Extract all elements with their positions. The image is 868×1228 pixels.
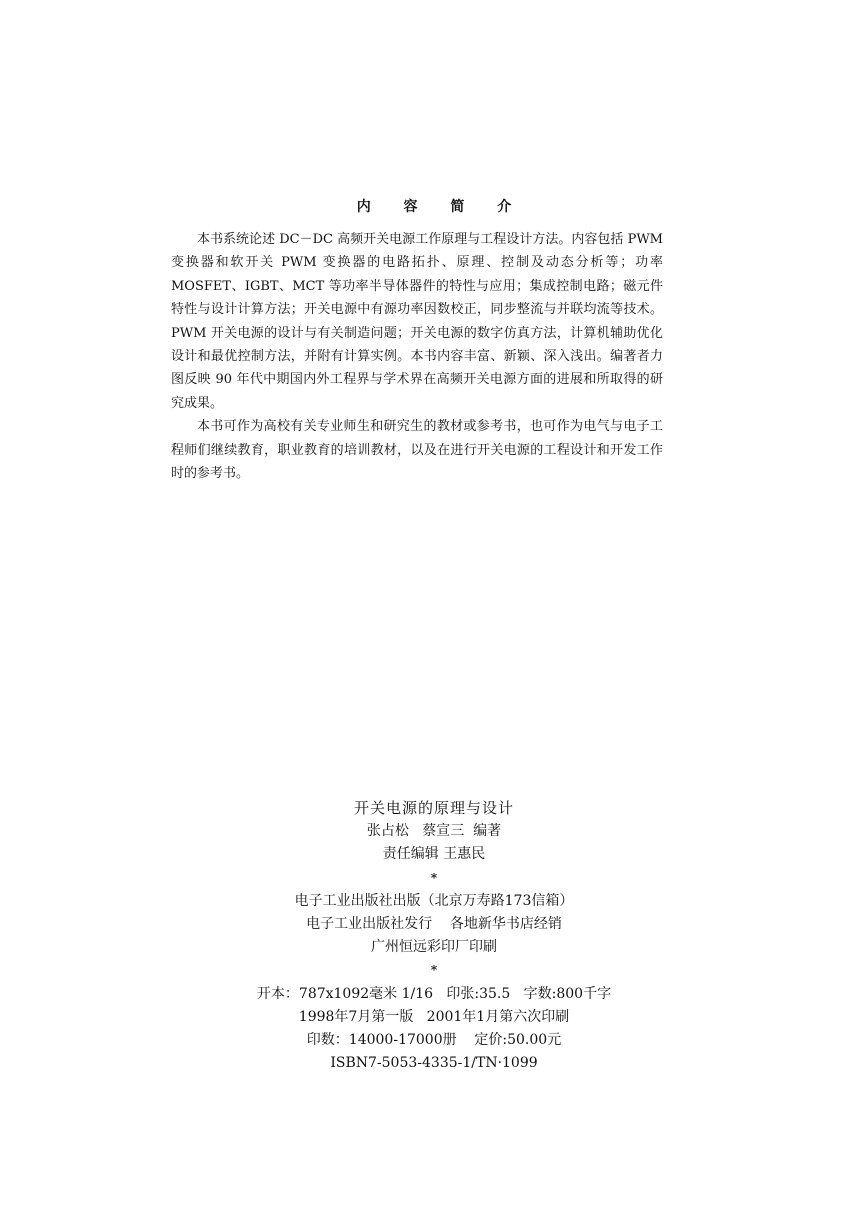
book-authors: 张占松 蔡宣三 编著 [366,823,502,840]
separator-star: * [430,963,438,978]
responsible-editor: 责任编辑 王惠民 [382,846,486,863]
print-run-line: 印数：14000-17000册 定价:50.00元 [306,1031,562,1048]
distribution-line: 电子工业出版社发行 各地新华书店经销 [306,915,562,932]
summary-body [171,228,663,485]
format-line: 开本：787x1092毫米 1/16 印张:35.5 字数:800千字 [256,985,612,1002]
summary-paragraph-2: 本书可作为高校有关专业师生和研究生的教材或参考书，也可作为电气与电子工程师们继续教育，职业教育的培训教材，以及在进行开关电源的工程设计和开发工作时的参考书。 [171,419,663,482]
summary-paragraph-1: 本书系统论述 DC－DC 高频开关电源工作原理与工程设计方法。内容包括 PWM 变换器和软开关 PWM 变换器的电路拓扑、原理、控制及动态分析等；功率 MOSFET、IGBT、MCT 等功率半导体器件的特性与应用；集成控制电路；磁元件特性与设计计算方法；开关电源中有源功率因数校正，同步整流与并联均流等技术。PWM 开关电源的设计与有关制造问题；开关电源的数字仿真方法，计算机辅助优化设计和最优控制方法，并附有计算实例。本书内容丰富、新颖、深入浅出。编著者力图反映 90 年代中期国内外工程界与学术界在高频开关电源方面的进展和所取得的研究成果。 [171,232,663,411]
printer-line: 广州恒远彩印厂印刷 [371,939,497,956]
book-title: 开关电源的原理与设计 [353,799,514,817]
isbn-line: ISBN7-5053-4335-1/TN·1099 [330,1055,538,1072]
separator-star: * [430,870,438,885]
edition-line: 1998年7月第一版 2001年1月第六次印刷 [298,1008,570,1025]
publisher-line: 电子工业出版社出版（北京万寿路173信箱） [294,892,574,909]
summary-heading: 内 容 简 介 [356,199,526,215]
colophon [0,797,868,1075]
